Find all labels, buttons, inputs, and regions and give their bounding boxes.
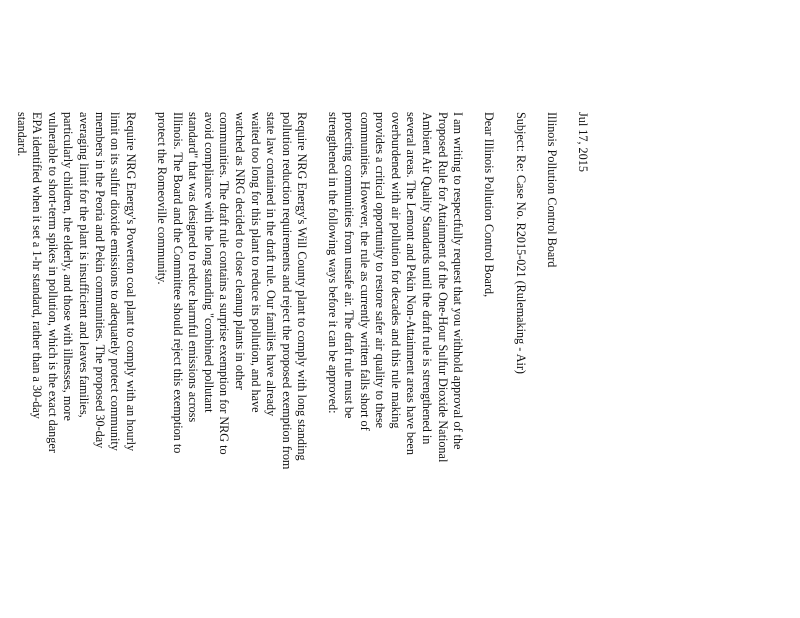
- letter-recipient: Illinois Pollution Control Board: [544, 112, 559, 268]
- text-line: members in the Peoria and Pekin communities. The proposed 30-day: [92, 112, 107, 449]
- text-line: limit on its sulfur dioxide emissions to adequately protect community: [108, 112, 123, 451]
- text-line: Ambient Air Quality Standards until the draft rule is strengthened in: [420, 112, 435, 445]
- text-line: averaging limit for the plant is insufficient and leaves families,: [77, 112, 91, 418]
- text-line: several areas. The Lemont and Pekin Non-Attainment areas have been: [404, 112, 419, 455]
- text-line: overburdened with air pollution for decades and this rule making: [388, 112, 403, 429]
- text-line: standard.: [14, 112, 29, 157]
- text-line: Require NRG Energy's Powerton coal plant to comply with an hourly: [123, 112, 138, 452]
- text-line: communities. The draft rule contains a surprise exemption for NRG to: [217, 112, 232, 455]
- text-line: watched as NRG decided to close cleanup plants in other: [232, 112, 247, 390]
- letter-body: [0, 112, 590, 618]
- paragraph-powerton: [13, 112, 138, 618]
- text-line: strengthened in the following ways before it can be approved:: [326, 112, 341, 414]
- text-line: protect the Romeoville community.: [154, 112, 169, 285]
- text-line: provides a critical opportunity to restore safer air quality to these: [373, 112, 388, 429]
- text-line: standard" that was designed to reduce harmful emissions across: [186, 112, 201, 423]
- paragraph-intro: [325, 112, 465, 618]
- text-line: avoid compliance with the long standing "combined pollutant: [201, 112, 216, 413]
- letter-subject: Subject: Re: Case No. R2015-021 (Rulemaking - Air): [513, 112, 528, 374]
- text-line: particularly children, the elderly, and those with illnesses, more: [61, 112, 76, 421]
- text-line: EPA identified when it set a 1-hr standard, rather than a 30-day: [30, 112, 45, 419]
- text-line: Proposed Rule for Attainment of the One-Hour Sulfur Dioxide National: [435, 112, 450, 463]
- text-line: Require NRG Energy's Will County plant to comply with long standing: [295, 112, 310, 461]
- text-line: state law contained in the draft rule. Our families have already: [264, 112, 279, 417]
- letter-salutation: Dear Illinois Pollution Control Board,: [482, 112, 497, 298]
- text-line: vulnerable to short-term spikes in pollution, which is the exact danger: [45, 112, 60, 453]
- text-line: waited too long for this plant to reduce its pollution, and have: [248, 112, 263, 413]
- letter-date: Jul 17, 2015: [576, 112, 590, 172]
- text-line: communities. However, the rule as currently written falls short of: [357, 112, 372, 431]
- text-line: pollution reduction requirements and reject the proposed exemption from: [279, 112, 294, 470]
- text-line: I am writing to respectfully request that you withhold approval of the: [451, 112, 466, 450]
- paragraph-nrg-will-county: [153, 112, 309, 618]
- text-line: protecting communities from unsafe air. The draft rule must be: [342, 112, 357, 419]
- text-line: Illinois. The Board and the Committee should reject this exemption to: [170, 112, 185, 454]
